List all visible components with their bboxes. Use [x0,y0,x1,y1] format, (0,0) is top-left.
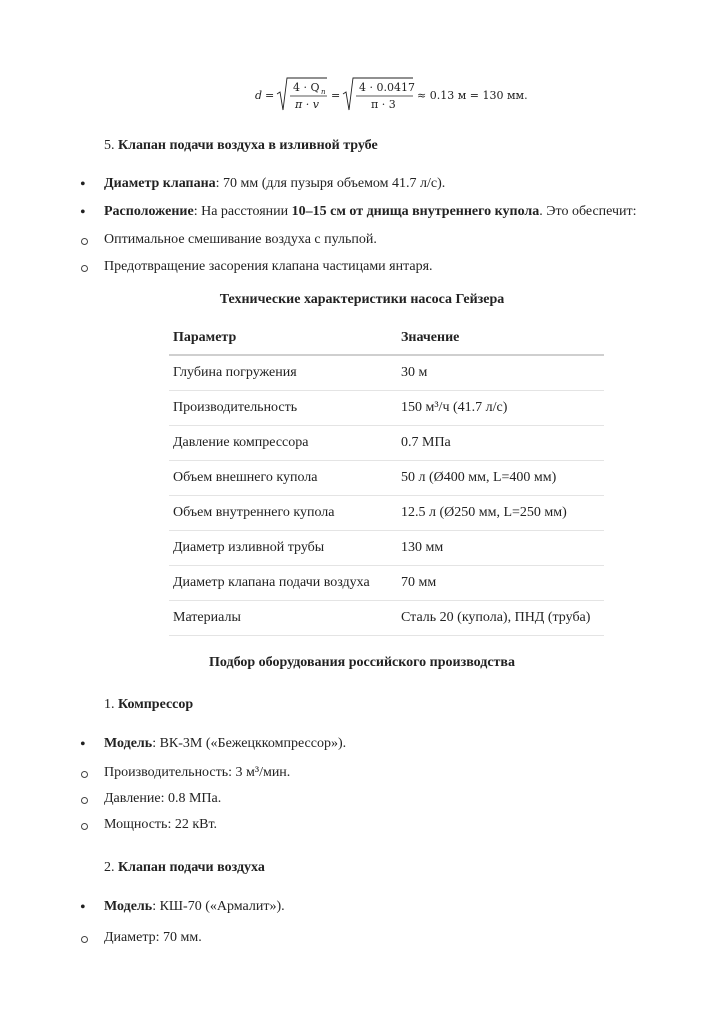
item1-number: 1. [104,697,118,712]
cell-param: Материалы [169,601,397,636]
item2-title: Клапан подачи воздуха [118,860,265,875]
bullet-label: Модель [104,899,153,914]
header-param: Параметр [169,321,397,355]
circle-bullet [81,797,88,804]
list-item [104,899,285,915]
circle-bullet [81,238,88,245]
section5-number: 5. [104,138,118,153]
table-row [169,391,604,426]
sub-list-item: Давление: 0.8 МПа. [104,791,222,806]
sub-list-item: Оптимальное смешивание воздуха с пульпой. [104,232,377,247]
cell-param: Глубина погружения [169,355,397,391]
bullet-text: : КШ-70 («Армалит»). [152,899,285,914]
cell-param: Объем внутреннего купола [169,496,397,531]
cell-param: Давление компрессора [169,426,397,461]
formula-den2: π · 3 [371,98,396,111]
table-title: Технические характеристики насоса Гейзера [219,292,505,307]
cell-param: Диаметр клапана подачи воздуха [169,566,397,601]
sub-list-item: Мощность: 22 кВт. [104,817,218,832]
table-row [169,461,604,496]
cell-param: Производительность [169,391,397,426]
item2-heading [104,860,265,876]
section5-title: Клапан подачи воздуха в изливной трубе [118,138,378,153]
section5-heading [104,138,378,154]
header-value: Значение [397,321,604,355]
formula-lhs: d [255,89,263,102]
bullet-dot: • [80,176,86,193]
bullet-label: Модель [104,736,153,751]
table-row [169,355,604,391]
formula-num2: 4 · 0.0417 [359,81,415,94]
bullet-text: . Это обеспечит: [539,204,637,219]
list-item [104,176,445,192]
table-row [169,426,604,461]
sub-list-item: Производительность: 3 м³/мин. [104,765,291,780]
table-row [169,496,604,531]
circle-bullet [81,771,88,778]
table-header-row [169,321,604,355]
table-row [169,601,604,636]
formula-eq2: = [331,89,341,102]
sub-list-item: Диаметр: 70 мм. [104,930,202,945]
bullet-dot: • [80,204,86,221]
formula-eq: = [265,89,275,102]
cell-value: 0.7 МПа [397,426,604,461]
cell-value: 150 м³/ч (41.7 л/с) [397,391,604,426]
cell-value: 12.5 л (Ø250 мм, L=250 мм) [397,496,604,531]
cell-value: 30 м [397,355,604,391]
diameter-formula [255,76,555,116]
bullet-strong: 10–15 см от днища внутреннего купола [291,204,540,219]
formula-result: ≈ 0.13 м = 130 мм. [417,89,528,102]
formula-num1-sub: n [321,88,326,96]
bullet-text: : На расстоянии [193,204,292,219]
bullet-text: : 70 мм (для пузыря объемом 41.7 л/с). [215,176,446,191]
cell-value: 50 л (Ø400 мм, L=400 мм) [397,461,604,496]
cell-param: Диаметр изливной трубы [169,531,397,566]
circle-bullet [81,936,88,943]
bullet-label: Диаметр клапана [104,176,216,191]
bullet-dot: • [80,736,86,753]
bullet-dot: • [80,899,86,916]
bullet-text: : ВК-3М («Бежецккомпрессор»). [152,736,347,751]
circle-bullet [81,265,88,272]
sub-list-item: Предотвращение засорения клапана частицами янтаря. [104,259,433,274]
item1-heading [104,697,193,713]
cell-value: Сталь 20 (купола), ПНД (труба) [397,601,604,636]
item2-number: 2. [104,860,118,875]
circle-bullet [81,823,88,830]
cell-value: 130 мм [397,531,604,566]
bullet-label: Расположение [104,204,194,219]
equipment-title: Подбор оборудования российского производства [209,655,515,670]
item1-title: Компрессор [118,697,194,712]
formula-num1: 4 · Q [293,81,320,94]
list-item [104,204,637,220]
spec-table [169,321,604,636]
table-row [169,531,604,566]
table-row [169,566,604,601]
list-item [104,736,346,752]
cell-value: 70 мм [397,566,604,601]
cell-param: Объем внешнего купола [169,461,397,496]
formula-den1: π · v [295,98,319,111]
